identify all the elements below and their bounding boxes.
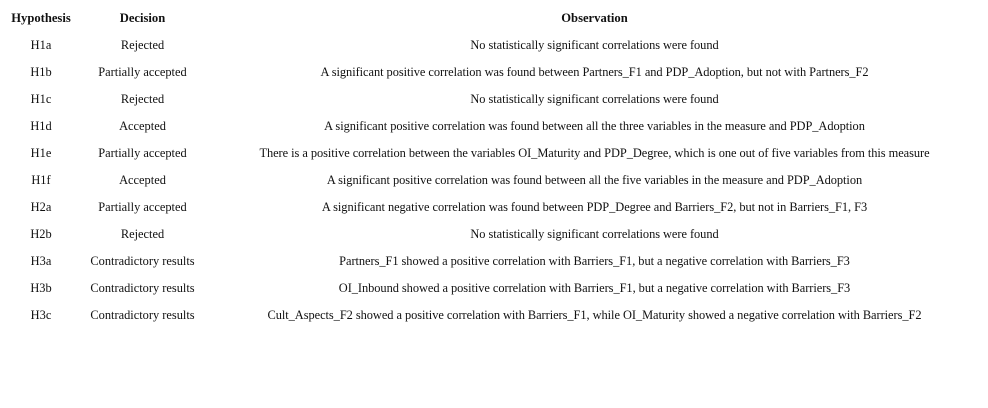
cell-hypothesis: H3a bbox=[30, 254, 52, 268]
header-row bbox=[3, 5, 983, 32]
table-row bbox=[3, 221, 983, 248]
table-row bbox=[3, 113, 983, 140]
header-observation: Observation bbox=[561, 11, 628, 25]
cell-observation: Cult_Aspects_F2 showed a positive correlation with Barriers_F1, while OI_Maturity showed a negative correlation with Barriers_F2 bbox=[267, 308, 922, 322]
cell-decision: Partially accepted bbox=[98, 200, 187, 214]
header-decision: Decision bbox=[119, 11, 166, 25]
cell-decision: Partially accepted bbox=[98, 65, 187, 79]
cell-observation: No statistically significant correlations were found bbox=[470, 227, 719, 241]
cell-decision: Contradictory results bbox=[90, 281, 195, 295]
table-row bbox=[3, 140, 983, 167]
cell-observation: OI_Inbound showed a positive correlation with Barriers_F1, but a negative correlation with Barriers_F3 bbox=[338, 281, 851, 295]
cell-hypothesis: H3b bbox=[30, 281, 52, 295]
cell-observation: There is a positive correlation between the variables OI_Maturity and PDP_Degree, which is one out of five variables from this measure bbox=[259, 146, 930, 160]
cell-decision: Contradictory results bbox=[90, 254, 195, 268]
cell-decision: Partially accepted bbox=[98, 146, 187, 160]
cell-decision: Rejected bbox=[120, 227, 165, 241]
cell-observation: Partners_F1 showed a positive correlation with Barriers_F1, but a negative correlation with Barriers_F3 bbox=[339, 254, 850, 268]
cell-hypothesis: H3c bbox=[30, 308, 52, 322]
cell-hypothesis: H2b bbox=[30, 227, 52, 241]
cell-hypothesis: H1c bbox=[30, 92, 52, 106]
cell-observation: No statistically significant correlations were found bbox=[470, 38, 719, 52]
cell-observation: A significant positive correlation was found between all the three variables in the measure and PDP_Adoption bbox=[324, 119, 865, 133]
cell-decision: Rejected bbox=[120, 38, 165, 52]
cell-decision: Accepted bbox=[119, 173, 166, 187]
table-row bbox=[3, 32, 983, 59]
table-row bbox=[3, 59, 983, 86]
header-hypothesis: Hypothesis bbox=[11, 11, 71, 25]
table-body bbox=[3, 32, 983, 329]
cell-observation: A significant negative correlation was found between PDP_Degree and Barriers_F2, but not in Barriers_F1, F3 bbox=[321, 200, 868, 214]
cell-hypothesis: H1b bbox=[30, 65, 52, 79]
table-row bbox=[3, 86, 983, 113]
cell-hypothesis: H1d bbox=[30, 119, 52, 133]
hypothesis-results-table bbox=[3, 5, 983, 329]
cell-observation: A significant positive correlation was found between Partners_F1 and PDP_Adoption, but not with Partners_F2 bbox=[320, 65, 869, 79]
table-header bbox=[3, 5, 983, 32]
cell-hypothesis: H1f bbox=[31, 173, 51, 187]
cell-decision: Contradictory results bbox=[90, 308, 195, 322]
cell-hypothesis: H1e bbox=[30, 146, 52, 160]
cell-observation: A significant positive correlation was found between all the five variables in the measure and PDP_Adoption bbox=[326, 173, 863, 187]
table-row bbox=[3, 194, 983, 221]
table-row bbox=[3, 275, 983, 302]
cell-hypothesis: H2a bbox=[30, 200, 52, 214]
cell-decision: Rejected bbox=[120, 92, 165, 106]
table-row bbox=[3, 248, 983, 275]
cell-observation: No statistically significant correlations were found bbox=[470, 92, 719, 106]
table-row bbox=[3, 302, 983, 329]
table-row bbox=[3, 167, 983, 194]
cell-decision: Accepted bbox=[119, 119, 166, 133]
cell-hypothesis: H1a bbox=[30, 38, 52, 52]
